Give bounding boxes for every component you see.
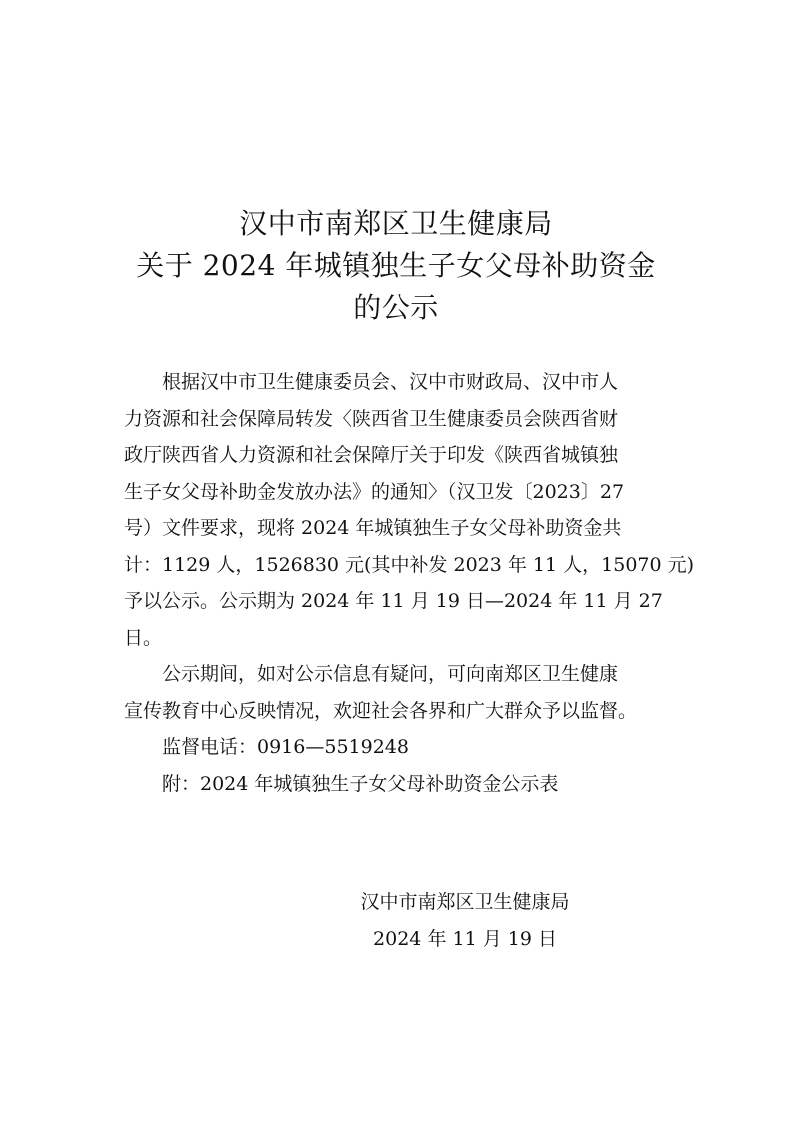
paragraph-1-line-6: 计：1129 人，1526830 元(其中补发 2023 年 11 人，15070 元) [124,553,695,576]
supervision-phone: 监督电话：0916—5519248 [162,736,409,758]
signature-block [300,884,630,957]
title-line-3: 的公示 [353,291,439,324]
document-title [100,203,692,329]
paragraph-1-line-1: 根据汉中市卫生健康委员会、汉中市财政局、汉中市人 [162,371,619,393]
attachment-note: 附：2024 年城镇独生子女父母补助资金公示表 [162,772,559,795]
paragraph-1-line-7: 予以公示。公示期为 2024 年 11 月 19 日—2024 年 11 月 27 [124,590,663,612]
signature-organization: 汉中市南郑区卫生健康局 [360,891,570,913]
paragraph-1-line-5: 号）文件要求，现将 2024 年城镇独生子女父母补助资金共 [124,517,622,539]
title-line-2: 关于 2024 年城镇独生子女父母补助资金 [136,249,656,282]
title-line-1: 汉中市南郑区卫生健康局 [239,207,553,240]
paragraph-2-line-1: 公示期间，如对公示信息有疑问，可向南郑区卫生健康 [162,663,619,685]
paragraph-1-line-3: 政厅陕西省人力资源和社会保障厅关于印发《陕西省城镇独 [124,444,619,466]
paragraph-1-line-2: 力资源和社会保障局转发〈陕西省卫生健康委员会陕西省财 [124,407,619,430]
signature-date: 2024 年 11 月 19 日 [373,927,557,950]
paragraph-2-line-2: 宣传教育中心反映情况，欢迎社会各界和广大群众予以监督。 [124,699,638,722]
paragraph-1-line-4: 生子女父母补助金发放办法》的通知〉（汉卫发〔2023〕27 [124,480,625,503]
document-body [124,364,695,802]
paragraph-1-line-8: 日。 [124,626,163,649]
